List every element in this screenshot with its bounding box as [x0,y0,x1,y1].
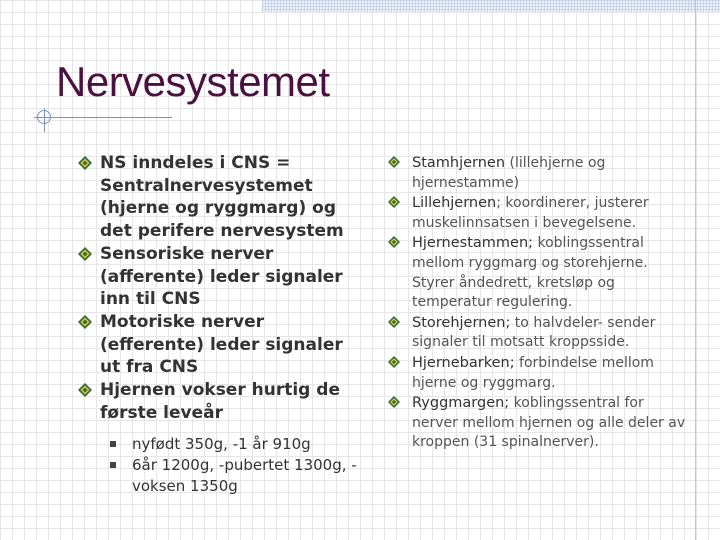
diamond-bullet-icon [388,316,400,328]
decorative-band [262,0,720,12]
left-bullet-item [76,152,366,243]
sub-bullet-item [110,455,366,497]
diamond-bullet-icon [388,196,400,208]
right-bullet-item [388,394,688,453]
right-column [388,154,688,454]
title-circle-ornament [37,110,51,124]
slide-title: Nervesystemet [56,58,330,105]
left-bullet-text: Motoriske nerver (efferente) leder signaler ut fra CNS [100,311,343,378]
right-bullet-desc: forbindelse mellom hjerne og ryggmarg. [412,354,654,391]
left-bullet-item [76,311,366,379]
sub-bullet-text: nyfødt 350g, -1 år 910g [132,435,311,454]
right-bullet-term: Ryggmargen; [412,395,510,412]
right-bullet-term: Lillehjernen [412,195,497,212]
right-bullet-desc: koblingssentral for nerver mellom hjernen og alle deler av kroppen (31 spinalnerver). [412,395,686,451]
diamond-bullet-icon [388,236,400,248]
right-bullet-desc: ; koordinerer, justerer muskelinnsatsen i bevegelsene. [412,195,649,231]
left-bullet-item [76,379,366,424]
right-bullet-desc: (lillehjerne og hjernestamme) [412,155,606,191]
right-bullet-item [388,314,688,353]
diamond-bullet-icon [78,383,92,397]
left-bullet-text: Sensoriske nerver (afferente) leder signaler inn til CNS [100,243,343,310]
title-underline [34,117,172,118]
right-bullet-item [388,234,688,312]
right-bullet-desc: to halvdeler- sender signaler til motsatt kroppsside. [412,314,656,351]
right-bullet-term: Stamhjernen [412,155,506,171]
sub-bullet-list [76,434,366,497]
right-bullet-term: Hjernebarken; [412,354,515,371]
diamond-bullet-icon [78,156,92,170]
right-bullet-item [388,354,688,393]
left-column [76,152,366,497]
diamond-bullet-icon [388,396,400,408]
sub-bullet-text: 6år 1200g, -pubertet 1300g, -voksen 1350g [132,456,357,496]
sub-bullet-item [110,434,366,455]
right-bullet-term: Storehjernen; [412,314,511,331]
right-bullet-item [388,154,688,193]
left-bullet-item [76,243,366,311]
left-bullet-text: Hjernen vokser hurtig de første leveår [100,380,340,423]
decorative-vertical-line [695,0,696,540]
diamond-bullet-icon [78,247,92,261]
right-bullet-desc: koblingssentral mellom ryggmarg og storehjerne. Styrer åndedrett, kretsløp og temperatur regulering. [412,235,648,311]
right-bullet-term: Hjernestammen; [412,235,534,252]
diamond-bullet-icon [78,315,92,329]
left-bullet-text: NS inndeles i CNS = Sentralnervesystemet (hjerne og ryggmarg) og det perifere nervesystem [100,153,344,242]
square-bullet-icon [110,441,116,447]
square-bullet-icon [110,462,116,468]
diamond-bullet-icon [388,156,400,168]
diamond-bullet-icon [388,356,400,368]
right-bullet-item [388,194,688,233]
